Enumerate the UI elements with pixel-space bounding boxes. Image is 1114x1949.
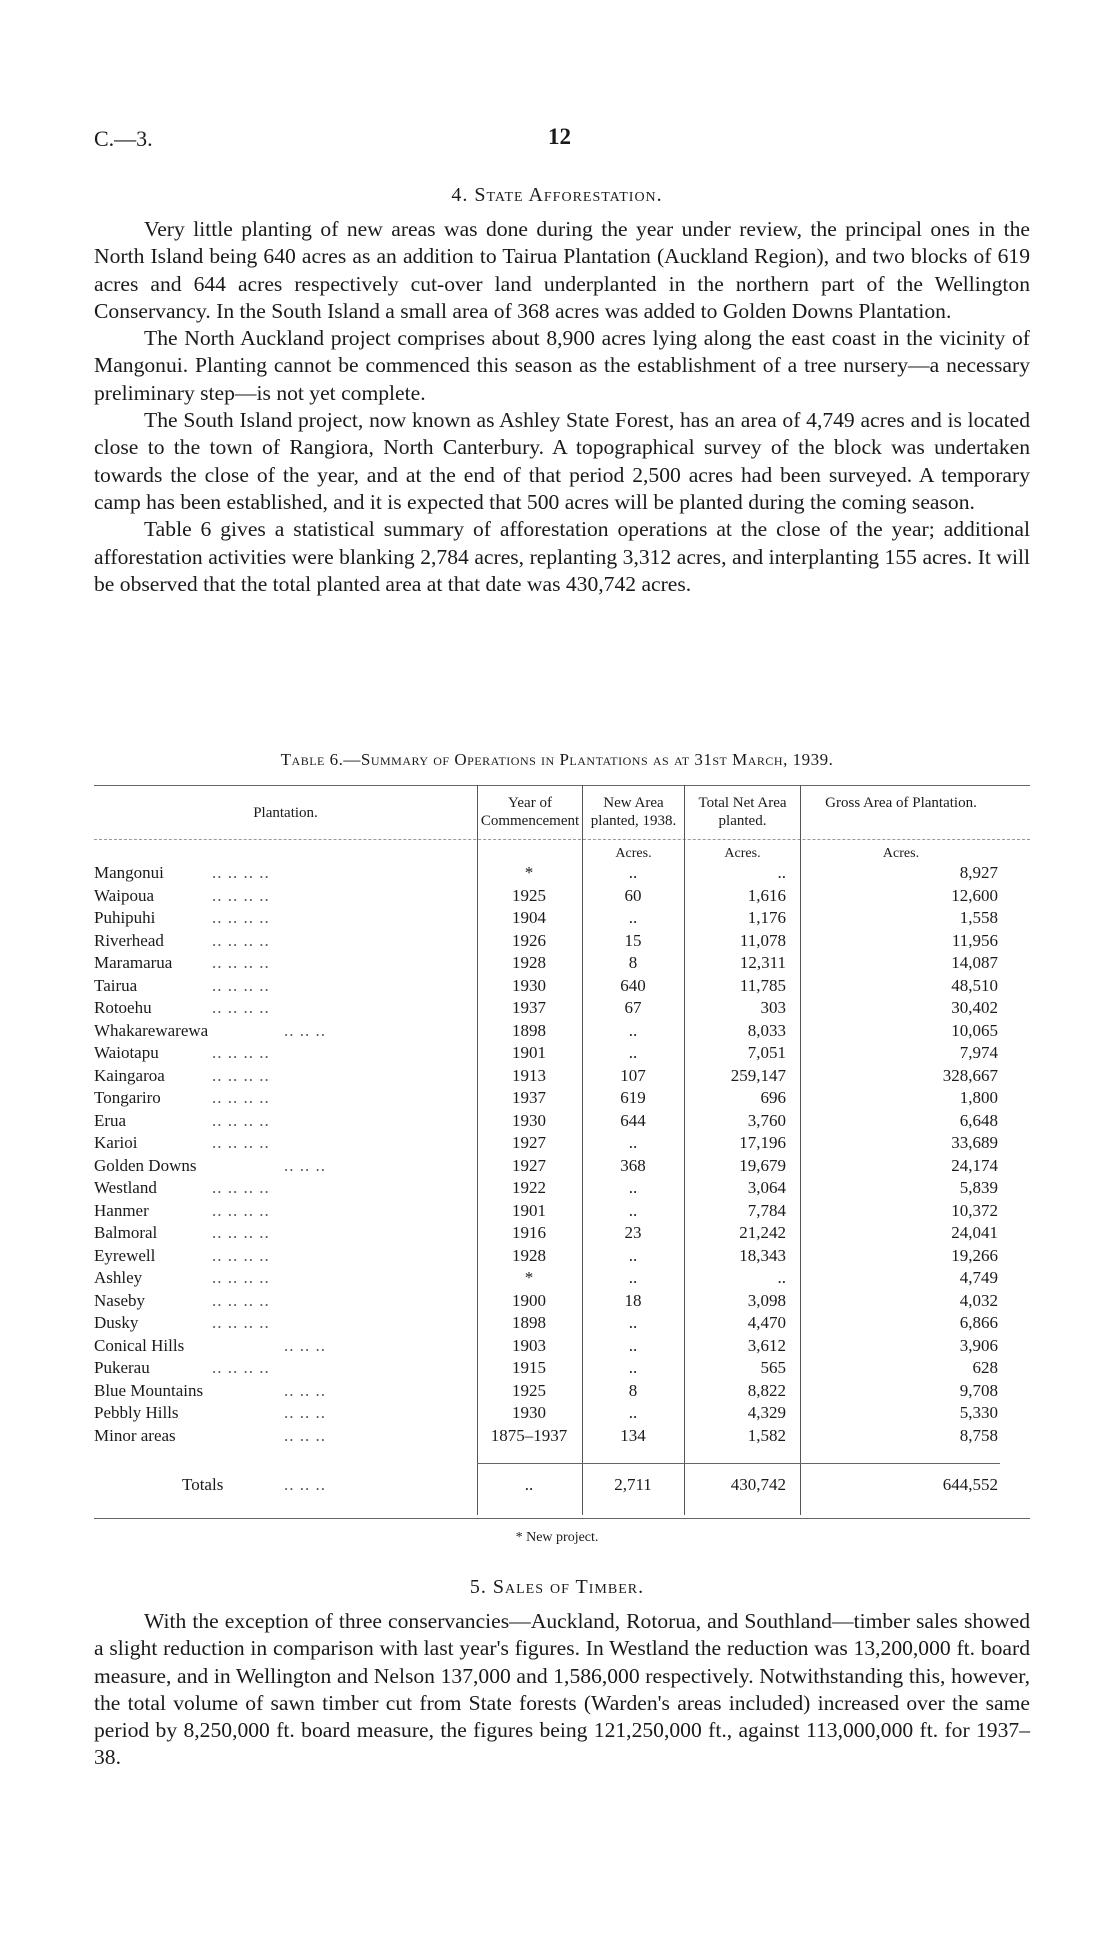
year-cell: 1898 <box>512 1313 546 1332</box>
table-caption: Table 6.—Summary of Operations in Plantations as at 31st March, 1939. <box>280 750 834 769</box>
year-cell: 1904 <box>512 908 546 927</box>
plantation-name: Naseby <box>94 1290 145 1310</box>
gross-area-cell: 8,758 <box>959 1425 998 1445</box>
year-cell: 1930 <box>512 1110 546 1130</box>
new-area-cell: 368 <box>620 1155 646 1175</box>
plantation-name: Waiotapu <box>94 1043 159 1062</box>
year-cell: 1926 <box>512 930 546 950</box>
new-area-cell: .. <box>628 1245 638 1265</box>
gross-area-cell: 7,974 <box>959 1043 998 1062</box>
leader-dots: .. .. .. <box>284 1335 326 1355</box>
paragraph: The North Auckland project comprises about 8,900 acres lying along the east coast in the vicinity of Mangonui. Planting cannot be commenced this season as the establishment of a tree nursery—a necessary preliminary step—is not yet complete. <box>94 326 1030 405</box>
net-area-cell: 565 <box>760 1358 786 1377</box>
table-row <box>94 1177 1030 1200</box>
leader-dots: .. .. .. <box>284 1020 326 1040</box>
paragraph: Very little planting of new areas was done during the year under review, the principal ones in the North Island being 640 acres as an addition to Tairua Plantation (Auckland Region), and two blocks of 619 acres and 644 acres respectively cut-over land underplanted in the northern part of the Wellington Conservancy. In the South Island a small area of 368 acres was added to Golden Downs Plantation. <box>94 217 1030 323</box>
year-cell: 1903 <box>512 1335 546 1355</box>
plantation-name: Karioi <box>94 1133 138 1152</box>
net-area-cell: 7,051 <box>747 1043 786 1062</box>
leader-dots: .. .. .. .. <box>212 1043 270 1062</box>
table-row <box>94 997 1030 1020</box>
section-heading-state-afforestation: 4. State Afforestation. <box>451 184 663 206</box>
table-row <box>94 1312 1030 1335</box>
table-row <box>94 1245 1030 1268</box>
new-area-cell: .. <box>628 1335 638 1355</box>
leader-dots: .. .. .. .. <box>212 1313 270 1332</box>
leader-dots: .. .. .. <box>284 1475 326 1494</box>
year-cell: 1901 <box>512 1200 546 1220</box>
header-year-of-commencement: Year of Commencement <box>480 795 580 829</box>
gross-area-cell: 24,174 <box>951 1155 998 1175</box>
leader-dots: .. .. .. <box>284 1425 326 1445</box>
new-area-cell: .. <box>628 1200 638 1220</box>
year-cell: 1875–1937 <box>490 1425 568 1445</box>
leader-dots: .. .. .. <box>284 1155 326 1175</box>
leader-dots: .. .. .. .. <box>212 885 270 905</box>
net-area-cell: 1,176 <box>747 908 786 927</box>
plantation-name: Whakarewarewa <box>94 1020 209 1040</box>
net-area-cell: 4,329 <box>747 1403 786 1422</box>
leader-dots: .. .. .. .. <box>212 1133 270 1152</box>
net-area-cell: 3,098 <box>747 1290 786 1310</box>
net-area-cell: 12,311 <box>739 953 786 972</box>
table-row <box>94 1155 1030 1178</box>
year-cell: 1925 <box>512 885 546 905</box>
plantation-name: Pukerau <box>94 1358 150 1377</box>
year-cell: 1901 <box>512 1043 546 1062</box>
leader-dots: .. .. .. .. <box>212 1358 270 1377</box>
net-area-cell: 8,033 <box>747 1020 786 1040</box>
net-area-cell: 11,785 <box>739 975 786 995</box>
totals-rule <box>477 1463 1000 1464</box>
new-area-cell: .. <box>628 1313 638 1332</box>
gross-area-cell: 48,510 <box>951 975 998 995</box>
new-area-cell: 60 <box>624 885 642 905</box>
table-row <box>94 885 1030 908</box>
year-cell: 1937 <box>512 1088 546 1107</box>
net-area-cell: 3,760 <box>747 1110 786 1130</box>
table-bottom-rule <box>94 1518 1030 1519</box>
new-area-cell: .. <box>628 1403 638 1422</box>
table-row <box>94 1290 1030 1313</box>
leader-dots: .. .. .. .. <box>212 930 270 950</box>
year-cell: 1928 <box>512 1245 546 1265</box>
section-heading-sales-of-timber: 5. Sales of Timber. <box>469 1576 645 1598</box>
year-cell: 1925 <box>512 1380 546 1400</box>
header-total-net-area: Total Net Area planted. <box>698 795 787 829</box>
totals-label: Totals <box>182 1475 224 1494</box>
totals-year-cell: .. <box>524 1475 534 1494</box>
new-area-cell: .. <box>628 863 638 882</box>
new-area-cell: 619 <box>620 1088 646 1107</box>
plantation-name: Blue Mountains <box>94 1380 204 1400</box>
year-cell: 1915 <box>512 1358 546 1377</box>
gross-area-cell: 12,600 <box>951 885 998 905</box>
page-number: 12 <box>548 124 571 149</box>
plantation-name: Eyrewell <box>94 1245 156 1265</box>
new-area-cell: 18 <box>624 1290 642 1310</box>
gross-area-cell: 6,866 <box>959 1313 998 1332</box>
year-cell: * <box>524 863 534 882</box>
table-row <box>94 1020 1030 1043</box>
table-row <box>94 1357 1030 1380</box>
new-area-cell: 23 <box>624 1223 642 1242</box>
table-row <box>94 1222 1030 1245</box>
gross-area-cell: 5,839 <box>959 1178 998 1197</box>
net-area-cell: 1,616 <box>747 885 786 905</box>
plantation-name: Golden Downs <box>94 1155 197 1175</box>
year-cell: 1928 <box>512 953 546 972</box>
net-area-cell: 18,343 <box>739 1245 786 1265</box>
leader-dots: .. .. .. .. <box>212 1290 270 1310</box>
plantation-name: Rotoehu <box>94 998 152 1017</box>
table-row <box>94 1110 1030 1133</box>
net-area-cell: 3,064 <box>747 1178 786 1197</box>
plantation-name: Tongariro <box>94 1088 161 1107</box>
timber-sales-text <box>94 1608 1030 1772</box>
year-cell: 1898 <box>512 1020 546 1040</box>
gross-area-cell: 33,689 <box>951 1133 998 1152</box>
plantation-name: Pebbly Hills <box>94 1403 179 1422</box>
year-cell: 1900 <box>512 1290 546 1310</box>
leader-dots: .. .. .. .. <box>212 1088 270 1107</box>
year-cell: 1937 <box>512 998 546 1017</box>
table-row <box>94 975 1030 998</box>
new-area-cell: 67 <box>624 998 642 1017</box>
plantation-name: Puhipuhi <box>94 908 156 927</box>
new-area-cell: 15 <box>624 930 642 950</box>
new-area-cell: 644 <box>620 1110 646 1130</box>
totals-gross-area: 644,552 <box>942 1475 998 1494</box>
leader-dots: .. .. .. .. <box>212 908 270 927</box>
net-area-cell: 11,078 <box>739 930 786 950</box>
gross-area-cell: 4,749 <box>959 1268 998 1287</box>
year-cell: 1922 <box>512 1178 546 1197</box>
gross-area-cell: 328,667 <box>942 1065 998 1085</box>
year-cell: * <box>524 1268 534 1287</box>
gross-area-cell: 24,041 <box>951 1223 998 1242</box>
table-row <box>94 1267 1030 1290</box>
net-area-cell: .. <box>777 1268 786 1287</box>
table-row <box>94 930 1030 953</box>
table-row <box>94 1402 1030 1425</box>
paragraph: With the exception of three conservancies—Auckland, Rotorua, and Southland—timber sales showed a slight reduction in comparison with last year's figures. In Westland the reduction was 13,200,000 ft. board measure, and in Wellington and Nelson 137,000 and 1,586,000 respectively. Notwithstanding this, however, the total volume of sawn timber cut from State forests (Warden's areas included) increased over the same period by 8,250,000 ft. board measure, the figures being 121,250,000 ft., against 113,000,000 ft. for 1937–38. <box>94 1609 1030 1770</box>
leader-dots: .. .. .. .. <box>212 1223 270 1242</box>
new-area-cell: .. <box>628 1043 638 1062</box>
new-area-cell: 8 <box>628 1380 638 1400</box>
new-area-cell: .. <box>628 1133 638 1152</box>
net-area-cell: 303 <box>760 998 786 1017</box>
leader-dots: .. .. .. .. <box>212 975 270 995</box>
new-area-cell: 640 <box>620 975 646 995</box>
gross-area-cell: 628 <box>972 1358 998 1377</box>
table-row <box>94 952 1030 975</box>
new-area-cell: .. <box>628 1268 638 1287</box>
plantation-name: Balmoral <box>94 1223 158 1242</box>
table-top-rule <box>94 785 1030 786</box>
year-cell: 1913 <box>512 1065 546 1085</box>
plantation-name: Kaingaroa <box>94 1065 165 1085</box>
table-body <box>94 862 1030 1447</box>
table-footnote: * New project. <box>515 1530 599 1545</box>
units-new-area: Acres. <box>615 846 652 861</box>
plantation-name: Tairua <box>94 975 138 995</box>
header-new-area: New Area planted, 1938. <box>590 795 677 829</box>
paragraph: Table 6 gives a statistical summary of afforestation operations at the close of the year; additional afforestation activities were blanking 2,784 acres, replanting 3,312 acres, and interplanting 155 acres. It will be observed that the total planted area at that date was 430,742 acres. <box>94 517 1030 596</box>
leader-dots: .. .. .. .. <box>212 953 270 972</box>
year-cell: 1930 <box>512 975 546 995</box>
totals-new-area: 2,711 <box>614 1475 652 1494</box>
table-row <box>94 1425 1030 1448</box>
gross-area-cell: 1,558 <box>959 908 998 927</box>
plantation-name: Dusky <box>94 1313 139 1332</box>
plantation-name: Minor areas <box>94 1425 176 1445</box>
table-row <box>94 1087 1030 1110</box>
afforestation-text <box>94 216 1030 598</box>
plantation-name: Erua <box>94 1110 127 1130</box>
net-area-cell: 1,582 <box>747 1425 786 1445</box>
table-row <box>94 907 1030 930</box>
leader-dots: .. .. .. .. <box>212 998 270 1017</box>
leader-dots: .. .. .. .. <box>212 863 270 882</box>
year-cell: 1930 <box>512 1403 546 1422</box>
table-row <box>94 862 1030 885</box>
leader-dots: .. .. .. .. <box>212 1178 270 1197</box>
gross-area-cell: 9,708 <box>959 1380 998 1400</box>
table-row <box>94 1380 1030 1403</box>
year-cell: 1916 <box>512 1223 546 1242</box>
plantation-name: Hanmer <box>94 1200 149 1220</box>
plantation-name: Mangonui <box>94 863 164 882</box>
gross-area-cell: 14,087 <box>951 953 998 972</box>
net-area-cell: 21,242 <box>739 1223 786 1242</box>
document-code: C.—3. <box>94 126 153 151</box>
paragraph: The South Island project, now known as Ashley State Forest, has an area of 4,749 acres and is located close to the town of Rangiora, North Canterbury. A topographical survey of the block was undertaken towards the close of the year, and at the end of that period 2,500 acres had been surveyed. A temporary camp has been established, and it is expected that 500 acres will be planted during the coming season. <box>94 408 1030 514</box>
header-plantation: Plantation. <box>253 805 318 821</box>
gross-area-cell: 19,266 <box>951 1245 998 1265</box>
leader-dots: .. .. .. .. <box>212 1245 270 1265</box>
net-area-cell: 7,784 <box>747 1200 786 1220</box>
table-row <box>94 1200 1030 1223</box>
gross-area-cell: 10,065 <box>951 1020 998 1040</box>
new-area-cell: .. <box>628 1178 638 1197</box>
net-area-cell: 8,822 <box>747 1380 786 1400</box>
net-area-cell: 696 <box>760 1088 786 1107</box>
table-row <box>94 1335 1030 1358</box>
page-header <box>94 126 1030 156</box>
net-area-cell: 259,147 <box>730 1065 786 1085</box>
gross-area-cell: 6,648 <box>959 1110 998 1130</box>
gross-area-cell: 5,330 <box>959 1403 998 1422</box>
gross-area-cell: 3,906 <box>959 1335 998 1355</box>
plantation-name: Westland <box>94 1178 157 1197</box>
units-gross: Acres. <box>882 846 920 861</box>
header-rule <box>94 839 1030 840</box>
plantation-name: Conical Hills <box>94 1335 185 1355</box>
table-row <box>94 1132 1030 1155</box>
plantation-name: Ashley <box>94 1268 143 1287</box>
gross-area-cell: 8,927 <box>959 863 998 882</box>
leader-dots: .. .. .. .. <box>212 1110 270 1130</box>
net-area-cell: 17,196 <box>739 1133 786 1152</box>
net-area-cell: 3,612 <box>747 1335 786 1355</box>
leader-dots: .. .. .. .. <box>212 1268 270 1287</box>
plantation-name: Riverhead <box>94 930 164 950</box>
plantation-name: Maramarua <box>94 953 173 972</box>
totals-row <box>94 1470 1030 1500</box>
year-cell: 1927 <box>512 1133 546 1152</box>
new-area-cell: .. <box>628 908 638 927</box>
leader-dots: .. .. .. <box>284 1380 326 1400</box>
year-cell: 1927 <box>512 1155 546 1175</box>
leader-dots: .. .. .. <box>284 1403 326 1422</box>
leader-dots: .. .. .. .. <box>212 1065 270 1085</box>
new-area-cell: .. <box>628 1358 638 1377</box>
new-area-cell: .. <box>628 1020 638 1040</box>
gross-area-cell: 11,956 <box>951 930 998 950</box>
totals-net-area: 430,742 <box>730 1475 786 1494</box>
table-row <box>94 1065 1030 1088</box>
new-area-cell: 134 <box>620 1425 646 1445</box>
units-total-net: Acres. <box>724 846 761 861</box>
plantations-table <box>94 782 1030 1522</box>
net-area-cell: 4,470 <box>747 1313 786 1332</box>
new-area-cell: 107 <box>620 1065 646 1085</box>
gross-area-cell: 10,372 <box>951 1200 998 1220</box>
plantation-name: Waipoua <box>94 885 154 905</box>
leader-dots: .. .. .. .. <box>212 1200 270 1220</box>
net-area-cell: .. <box>777 863 786 882</box>
new-area-cell: 8 <box>628 953 638 972</box>
net-area-cell: 19,679 <box>739 1155 786 1175</box>
header-gross-area: Gross Area of Plantation. <box>825 795 977 811</box>
gross-area-cell: 4,032 <box>959 1290 998 1310</box>
table-row <box>94 1042 1030 1065</box>
gross-area-cell: 1,800 <box>959 1088 998 1107</box>
gross-area-cell: 30,402 <box>951 998 998 1017</box>
